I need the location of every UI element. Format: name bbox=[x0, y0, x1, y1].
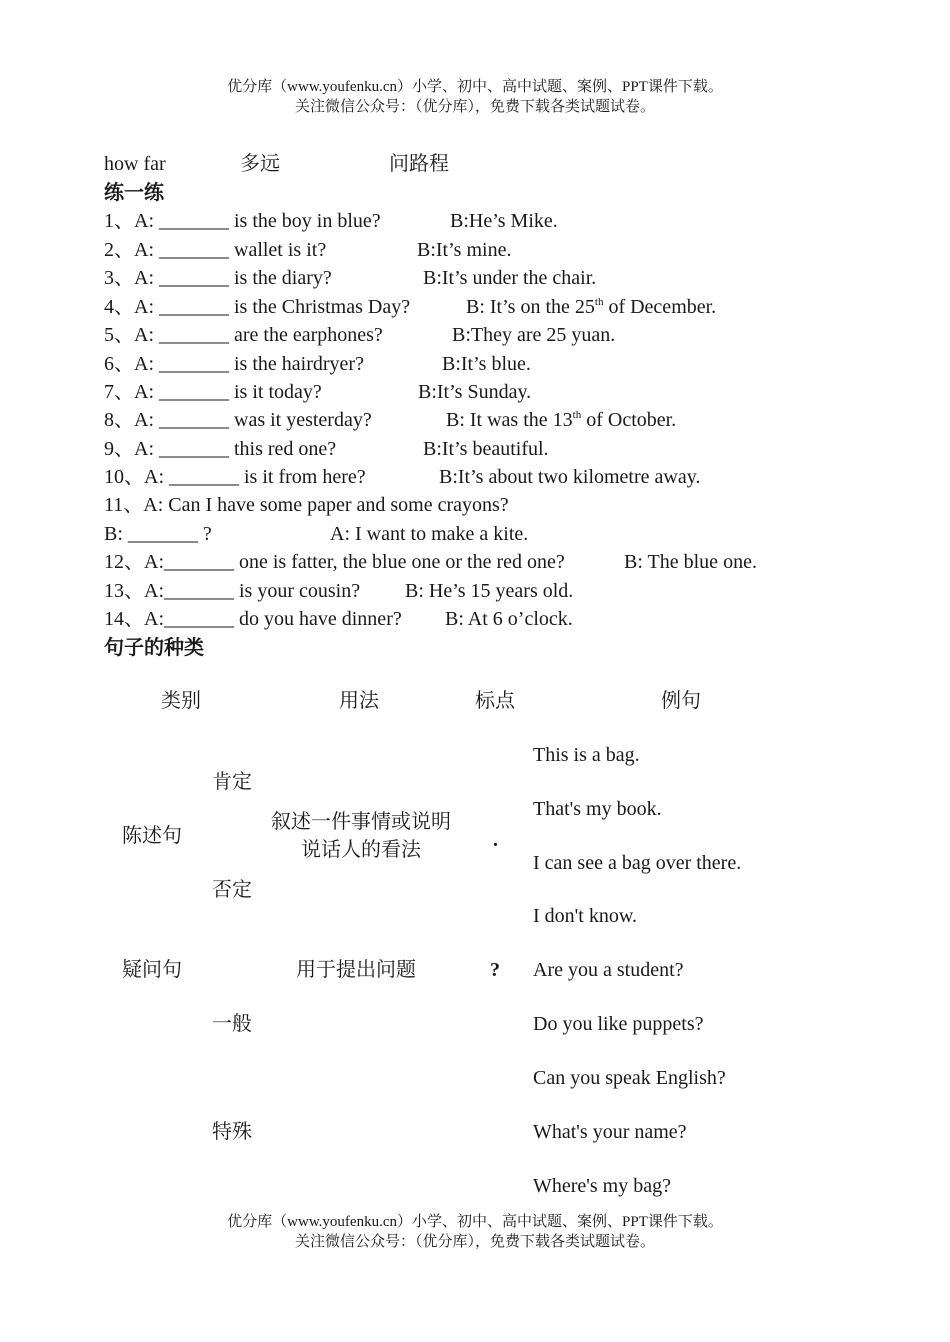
answer-2: B:It’s mine. bbox=[417, 239, 512, 261]
question-13: 13、A:_______ is your cousin? bbox=[104, 580, 361, 602]
example-sentence: This is a bag. bbox=[533, 744, 640, 766]
ordinal-suffix: th bbox=[572, 409, 582, 421]
question-10: 10、A: _______ is it from here? bbox=[104, 466, 366, 488]
answer-8: B: It was the 13th of October. bbox=[446, 409, 677, 431]
question-12: 12、A:_______ one is fatter, the blue one or the red one? bbox=[104, 551, 565, 573]
page-header-line-2: 关注微信公众号：（优分库），免费下载各类试题试卷。 bbox=[294, 99, 655, 115]
statement-usage-line-1: 叙述一件事情或说明 bbox=[271, 811, 451, 833]
table-header-category: 类别 bbox=[161, 690, 201, 712]
question-7: 7、A: _______ is it today? bbox=[104, 381, 322, 403]
answer-10: B:It’s about two kilometre away. bbox=[439, 466, 701, 488]
question-6: 6、A: _______ is the hairdryer? bbox=[104, 353, 364, 375]
types-title: 句子的种类 bbox=[104, 637, 204, 659]
question-category: 疑问句 bbox=[122, 959, 182, 981]
example-sentence: Do you like puppets? bbox=[533, 1013, 704, 1035]
page-header-line-1: 优分库（www.youfenku.cn）小学、初中、高中试题、案例、PPT课件下载。 bbox=[227, 79, 723, 95]
question-4: 4、A: _______ is the Christmas Day? bbox=[104, 296, 411, 318]
statement-negative: 否定 bbox=[212, 879, 252, 901]
answer-6: B:It’s blue. bbox=[442, 353, 531, 375]
statement-punct: . bbox=[493, 829, 498, 851]
example-sentence: I can see a bag over there. bbox=[533, 852, 742, 874]
table-header-usage: 用法 bbox=[339, 690, 379, 712]
question-11-b: B: _______ ? bbox=[104, 523, 212, 545]
answer-9: B:It’s beautiful. bbox=[423, 438, 549, 460]
example-sentence: That's my book. bbox=[533, 798, 662, 820]
ordinal-suffix: th bbox=[594, 296, 604, 308]
page-footer-line-1: 优分库（www.youfenku.cn）小学、初中、高中试题、案例、PPT课件下载。 bbox=[227, 1214, 723, 1230]
answer-11: A: I want to make a kite. bbox=[330, 523, 529, 545]
practice-title: 练一练 bbox=[104, 182, 164, 204]
statement-category: 陈述句 bbox=[122, 825, 182, 847]
example-sentence: I don't know. bbox=[533, 905, 637, 927]
example-sentence: What's your name? bbox=[533, 1121, 687, 1143]
answer-1: B:He’s Mike. bbox=[450, 210, 558, 232]
question-2: 2、A: _______ wallet is it? bbox=[104, 239, 327, 261]
answer-12: B: The blue one. bbox=[624, 551, 757, 573]
question-11: 11、A: Can I have some paper and some crayons? bbox=[104, 494, 509, 516]
example-sentence: Are you a student? bbox=[533, 959, 684, 981]
question-3: 3、A: _______ is the diary? bbox=[104, 267, 332, 289]
vocab-usage: 问路程 bbox=[389, 153, 449, 175]
question-5: 5、A: _______ are the earphones? bbox=[104, 324, 383, 346]
statement-usage-line-2: 说话人的看法 bbox=[301, 839, 421, 861]
answer-13: B: He’s 15 years old. bbox=[405, 580, 574, 602]
answer-5: B:They are 25 yuan. bbox=[452, 324, 616, 346]
question-9: 9、A: _______ this red one? bbox=[104, 438, 337, 460]
question-usage: 用于提出问题 bbox=[296, 959, 416, 981]
table-header-punct: 标点 bbox=[475, 690, 515, 712]
answer-4: B: It’s on the 25th of December. bbox=[466, 296, 717, 318]
question-general: 一般 bbox=[212, 1013, 252, 1035]
example-sentence: Can you speak English? bbox=[533, 1067, 726, 1089]
table-header-example: 例句 bbox=[661, 690, 701, 712]
question-punct: ? bbox=[490, 959, 500, 981]
vocab-meaning: 多远 bbox=[240, 153, 280, 175]
answer-14: B: At 6 o’clock. bbox=[445, 608, 573, 630]
question-special: 特殊 bbox=[212, 1121, 252, 1143]
statement-positive: 肯定 bbox=[212, 771, 252, 793]
answer-3: B:It’s under the chair. bbox=[423, 267, 597, 289]
example-sentence: Where's my bag? bbox=[533, 1175, 671, 1197]
answer-7: B:It’s Sunday. bbox=[418, 381, 532, 403]
vocab-word: how far bbox=[104, 153, 166, 175]
question-14: 14、A:_______ do you have dinner? bbox=[104, 608, 402, 630]
page-footer-line-2: 关注微信公众号：（优分库），免费下载各类试题试卷。 bbox=[294, 1234, 655, 1250]
question-1: 1、A: _______ is the boy in blue? bbox=[104, 210, 381, 232]
question-8: 8、A: _______ was it yesterday? bbox=[104, 409, 372, 431]
